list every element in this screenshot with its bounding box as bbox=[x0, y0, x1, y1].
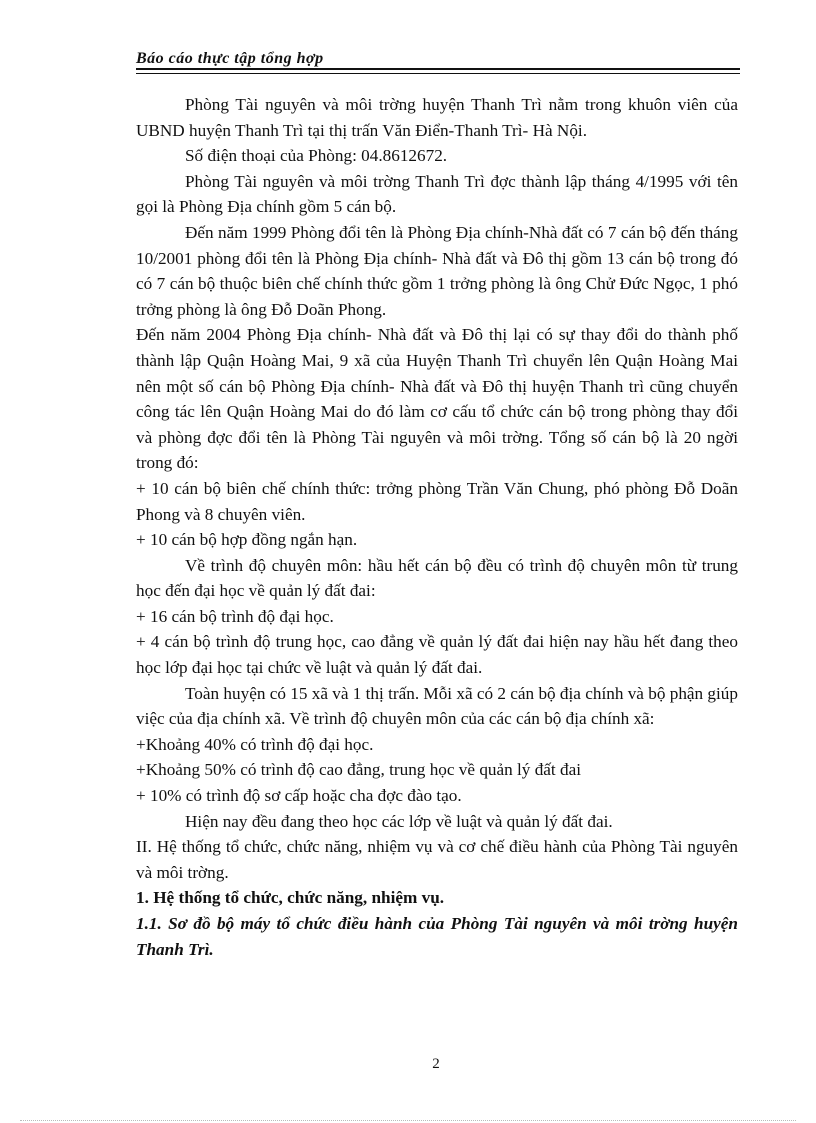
section-1-heading: 1. Hệ thống tổ chức, chức năng, nhiệm vụ. bbox=[136, 888, 445, 908]
list-item-university: + 16 cán bộ trình độ đại học. bbox=[136, 606, 334, 626]
section-1-1-heading: 1.1. Sơ đồ bộ máy tổ chức điều hành của Phòng Tài nguyên và môi trờng huyện Thanh Trì. bbox=[136, 914, 738, 959]
section-ii-heading: II. Hệ thống tổ chức, chức năng, nhiệm vụ và cơ chế điều hành của Phòng Tài nguyên và môi trờng. bbox=[136, 837, 738, 882]
header-title: Báo cáo thực tập tổng hợp bbox=[136, 50, 324, 67]
footer-divider bbox=[20, 1120, 796, 1121]
header-rule-thick bbox=[136, 68, 740, 70]
list-item-40-percent: +Khoảng 40% có trình độ đại học. bbox=[136, 734, 374, 754]
paragraph-phone: Số điện thoại của Phòng: 04.8612672. bbox=[185, 146, 448, 166]
list-item-college: + 4 cán bộ trình độ trung học, cao đẳng về quản lý đất đai hiện nay hầu hết đang theo học lớp đại học tại chức về luật và quản lý đất đai. bbox=[136, 632, 738, 678]
paragraph-1999-rename: Đến năm 1999 Phòng đổi tên là Phòng Địa chính-Nhà đất có 7 cán bộ đến tháng 10/2001 phòng đổi tên là Phòng Địa chính- Nhà đất và Đô thị gồm 13 cán bộ trong đó có 7 cán bộ thuộc biên chế chính thức gồm 1 trởng phòng là ông Chử Đức Ngọc, 1 phó trởng phòng là ông Đỗ Doãn Phong. bbox=[136, 222, 738, 319]
list-item-permanent-staff: + 10 cán bộ biên chế chính thức: trởng phòng Trần Văn Chung, phó phòng Đỗ Doãn Phong và 8 chuyên viên. bbox=[136, 478, 738, 524]
paragraph-founding: Phòng Tài nguyên và môi trờng Thanh Trì đợc thành lập tháng 4/1995 với tên gọi là Phòng Địa chính gồm 5 cán bộ. bbox=[136, 171, 738, 217]
list-item-50-percent: +Khoảng 50% có trình độ cao đẳng, trung học về quản lý đất đai bbox=[136, 760, 581, 780]
page-number: 2 bbox=[432, 1056, 440, 1072]
list-item-10-percent: + 10% có trình độ sơ cấp hoặc cha đợc đào tạo. bbox=[136, 786, 462, 806]
paragraph-qualification: Về trình độ chuyên môn: hầu hết cán bộ đều có trình độ chuyên môn từ trung học đến đại học về quản lý đất đai: bbox=[136, 555, 738, 601]
document-body bbox=[136, 92, 738, 962]
paragraph-communes: Toàn huyện có 15 xã và 1 thị trấn. Mỗi xã có 2 cán bộ địa chính và bộ phận giúp việc của địa chính xã. Về trình độ chuyên môn của các cán bộ địa chính xã: bbox=[136, 683, 738, 729]
header-rule-thin bbox=[136, 73, 740, 74]
paragraph-current-study: Hiện nay đều đang theo học các lớp về luật và quản lý đất đai. bbox=[185, 811, 613, 831]
paragraph-location: Phòng Tài nguyên và môi trờng huyện Thanh Trì nằm trong khuôn viên của UBND huyện Thanh Trì tại thị trấn Văn Điển-Thanh Trì- Hà Nội. bbox=[136, 95, 738, 140]
list-item-contract-staff: + 10 cán bộ hợp đồng ngắn hạn. bbox=[136, 530, 358, 550]
paragraph-2004-change: Đến năm 2004 Phòng Địa chính- Nhà đất và Đô thị lại có sự thay đổi do thành phố thành lập Quận Hoàng Mai, 9 xã của Huyện Thanh Trì chuyển lên Quận Hoàng Mai nên một số cán bộ Phòng Địa chính- Nhà đất và Đô thị huyện Thanh trì cũng chuyển công tác lên Quận Hoàng Mai do đó làm cơ cấu tổ chức cán bộ trong phòng thay đổi và phòng đợc đổi tên là Phòng Tài nguyên và môi trờng. Tổng số cán bộ là 20 ngời trong đó: bbox=[136, 325, 738, 473]
